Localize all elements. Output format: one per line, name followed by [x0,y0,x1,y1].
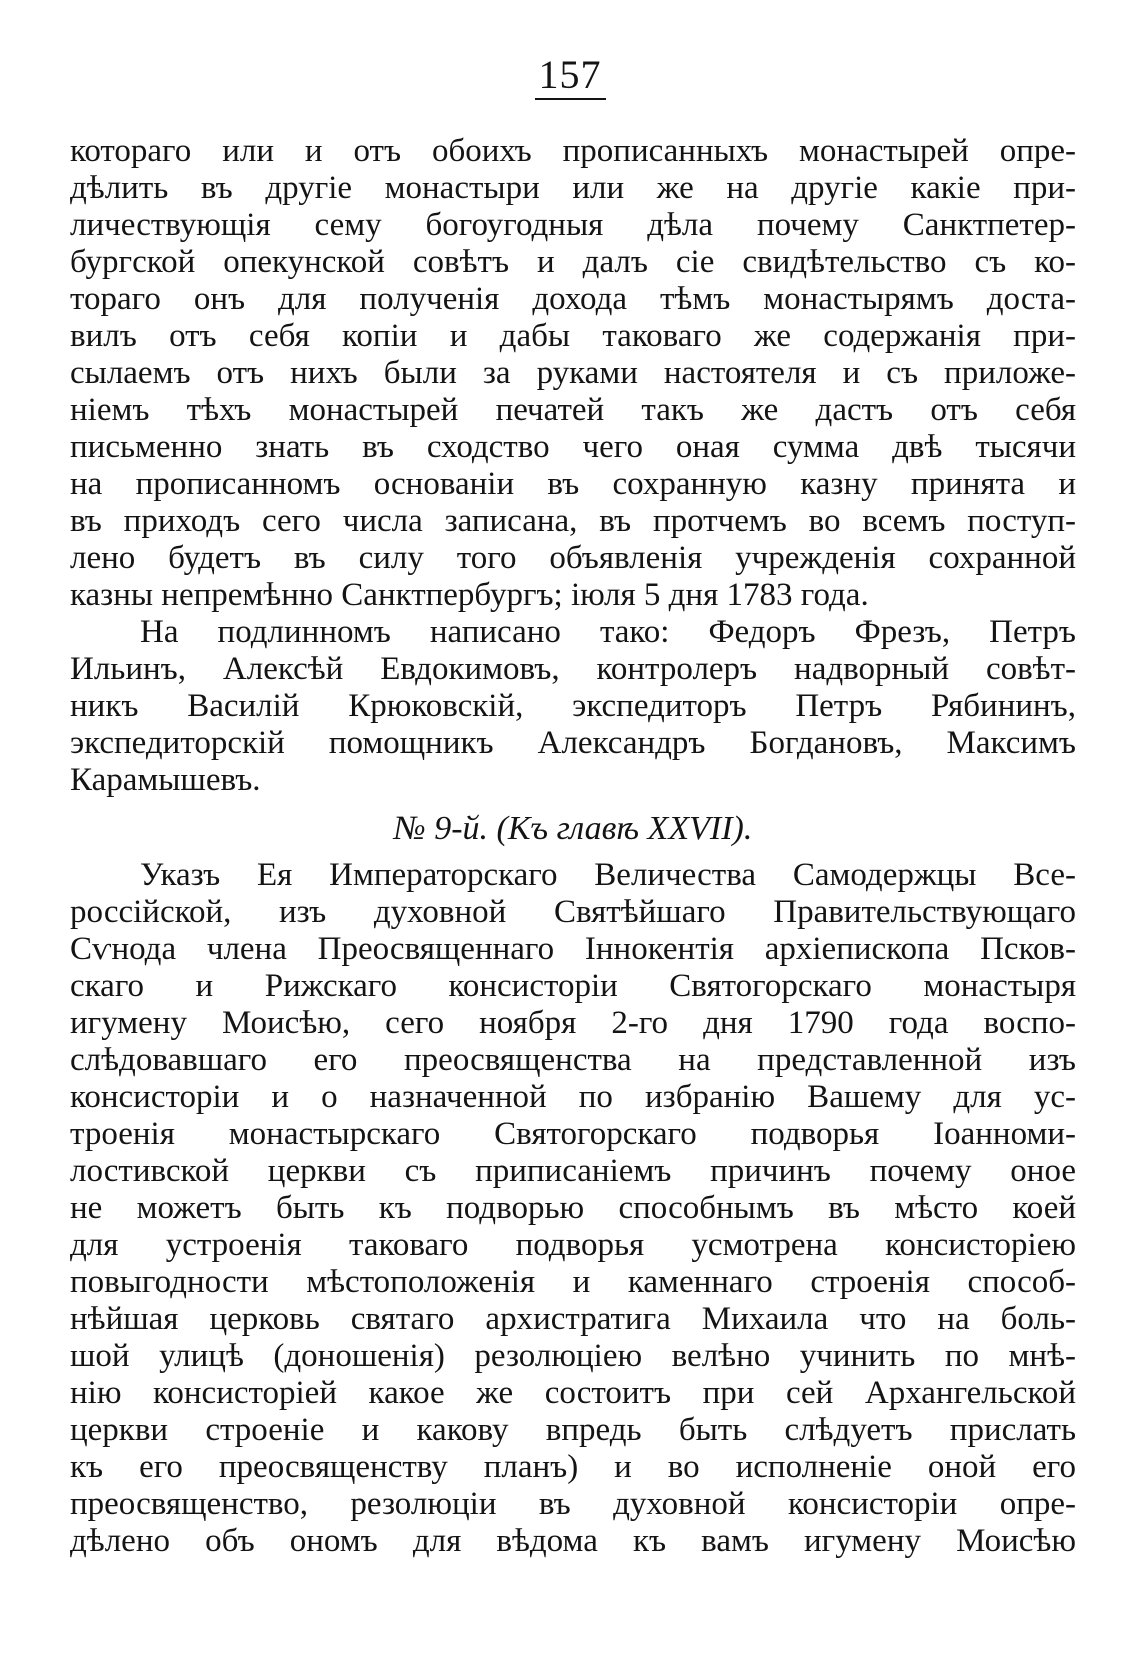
text-line: сылаемъ отъ нихъ были за руками настоятеля и съ приложе- [70,355,1076,391]
text-line: ніемъ тѣхъ монастырей печатей такъ же дастъ отъ себя [70,392,1076,428]
text-line: на прописанномъ основаніи въ сохранную казну принята и [70,466,1076,502]
text-line: личествующія сему богоугодныя дѣла почему Санктпетер- [70,207,1076,243]
text-line: никъ Василій Крюковскій, экспедиторъ Петръ Рябининъ, [70,688,1076,724]
paragraph-decree [70,857,1076,1560]
text-line: Сѵнода члена Преосвященнаго Іннокентія архіепископа Псков- [70,931,1076,967]
text-line: бургской опекунской совѣтъ и далъ сіе свидѣтельство съ ко- [70,244,1076,280]
text-line: письменно знать въ сходство чего оная сумма двѣ тысячи [70,429,1076,465]
text-line: шой улицѣ (доношенія) резолюціею велѣно учинить по мнѣ- [70,1338,1076,1374]
paragraph-signatures [70,614,1076,799]
text-line: не можетъ быть къ подворью способнымъ въ мѣсто коей [70,1190,1076,1226]
text-line: Ильинъ, Алексѣй Евдокимовъ, контролеръ надворный совѣт- [70,651,1076,687]
text-line: нѣйшая церковь святаго архистратига Михаила что на боль- [70,1301,1076,1337]
page-number [0,52,1140,100]
text-line: въ приходъ сего числа записана, въ протчемъ во всемъ поступ- [70,503,1076,539]
text-line: котораго или и отъ обоихъ прописанныхъ монастырей опре- [70,133,1076,169]
text-line: для устроенія таковаго подворья усмотрена консисторіею [70,1227,1076,1263]
page-number-text: 157 [535,52,606,100]
page-text [70,133,1076,1560]
text-line: дѣлено объ ономъ для вѣдома къ вамъ игумену Моисѣю [70,1523,1076,1559]
text-line: Указъ Ея Императорскаго Величества Самодержцы Все- [140,857,1076,893]
text-line: экспедиторскій помощникъ Александръ Богдановъ, Максимъ [70,725,1076,761]
text-line: тораго онъ для полученія дохода тѣмъ монастырямъ доста- [70,281,1076,317]
text-line: россійской, изъ духовной Святѣйшаго Правительствующаго [70,894,1076,930]
text-line: дѣлить въ другіе монастыри или же на другіе какіе при- [70,170,1076,206]
text-line: троенія монастырскаго Святогорскаго подворья Іоанноми- [70,1116,1076,1152]
text-line: лено будетъ въ силу того объявленія учрежденія сохранной [70,540,1076,576]
text-line: нію консисторіей какое же состоитъ при сей Архангельской [70,1375,1076,1411]
text-line: лостивской церкви съ приписаніемъ причинъ почему оное [70,1153,1076,1189]
text-line: консисторіи и о назначенной по избранію Вашему для ус- [70,1079,1076,1115]
text-line: вилъ отъ себя копіи и дабы таковаго же содержанія при- [70,318,1076,354]
text-line: скаго и Рижскаго консисторіи Святогорскаго монастыря [70,968,1076,1004]
text-line: игумену Моисѣю, сего ноября 2-го дня 1790 года воспо- [70,1005,1076,1041]
paragraph-continued-text [70,133,1076,614]
text-line: къ его преосвященству планъ) и во исполненіе оной его [70,1449,1076,1485]
text-line: преосвященство, резолюціи въ духовной консисторіи опре- [70,1486,1076,1522]
text-line: На подлинномъ написано тако: Федоръ Фрезъ, Петръ [140,614,1076,650]
text-line: казны непремѣнно Санктпербургъ; іюля 5 дня 1783 года. [70,577,869,613]
text-line: повыгодности мѣстоположенія и каменнаго строенія способ- [70,1264,1076,1300]
text-line: слѣдовавшаго его преосвященства на представленной изъ [70,1042,1076,1078]
text-line: церкви строеніе и какову впредь быть слѣдуетъ прислать [70,1412,1076,1448]
section-heading: № 9-й. (Къ главѣ XXVII). [393,810,753,847]
text-line: Карамышевъ. [70,762,261,798]
